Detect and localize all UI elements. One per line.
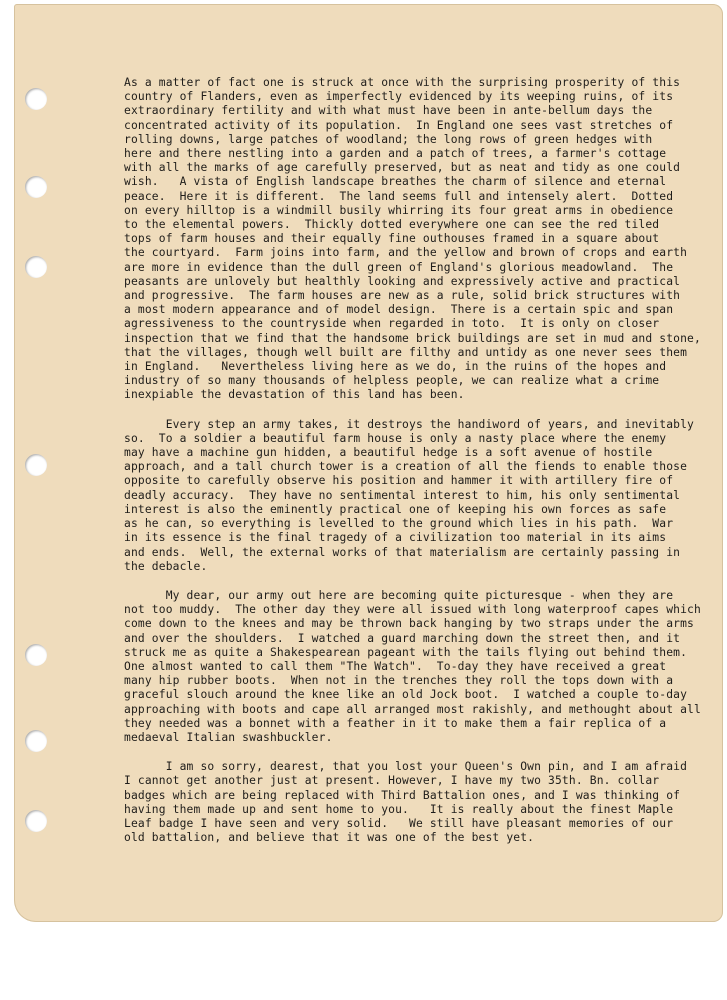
text-line: extraordinary fertility and with what must have been in ante-bellum days the xyxy=(124,104,653,118)
text-line: Leaf badge I have seen and very solid. We still have pleasant memories of our xyxy=(124,816,674,830)
text-line: peace. Here it is different. The land seems full and intensely alert. Dotted xyxy=(124,189,674,203)
text-line: country of Flanders, even as imperfectly evidenced by its weeping ruins, of its xyxy=(124,90,674,104)
text-line: badges which are being replaced with Third Battalion ones, and I was thinking of xyxy=(124,788,681,802)
letter-paragraph xyxy=(124,589,724,745)
text-line: My dear, our army out here are becoming quite picturesque - when they are xyxy=(124,588,674,602)
letter-body xyxy=(124,76,724,845)
text-line: not too muddy. The other day they were all issued with long waterproof capes which xyxy=(124,603,701,617)
text-line: tops of farm houses and their equally fine outhouses framed in a square about xyxy=(124,232,660,246)
text-line: inspection that we find that the handsome brick buildings are set in mud and stone, xyxy=(124,331,701,345)
text-line: I am so sorry, dearest, that you lost your Queen's Own pin, and I am afraid xyxy=(124,760,688,774)
text-line: they needed was a bonnet with a feather in it to make them a fair replica of a xyxy=(124,716,667,730)
text-line: and ends. Well, the external works of that materialism are certainly passing in xyxy=(124,545,681,559)
letter-paragraph xyxy=(124,760,724,845)
text-line: the courtyard. Farm joins into farm, and the yellow and brown of crops and earth xyxy=(124,246,688,260)
binder-hole xyxy=(25,730,47,752)
text-line: may have a machine gun hidden, a beautiful hedge is a soft avenue of hostile xyxy=(124,446,653,460)
text-line: a most modern appearance and of model design. There is a certain spic and span xyxy=(124,303,674,317)
binder-hole xyxy=(25,644,47,666)
text-line: in its essence is the final tragedy of a civilization too material in its aims xyxy=(124,531,667,545)
binder-hole xyxy=(25,88,47,110)
text-line: are more in evidence than the dull green of England's glorious meadowland. The xyxy=(124,260,674,274)
text-line: approaching with boots and cape all arranged most rakishly, and methought about all xyxy=(124,702,701,716)
text-line: many hip rubber boots. When not in the trenches they roll the tops down with a xyxy=(124,674,674,688)
text-line: One almost wanted to call them "The Watch". To-day they have received a great xyxy=(124,659,667,673)
text-line: and over the shoulders. I watched a guard marching down the street then, and it xyxy=(124,631,681,645)
text-line: I cannot get another just at present. However, I have my two 35th. Bn. collar xyxy=(124,774,660,788)
text-line: as he can, so everything is levelled to the ground which lies in his path. War xyxy=(124,517,674,531)
text-line: inexpiable the devastation of this land has been. xyxy=(124,388,465,402)
text-line: interest is also the eminently practical one of keeping his own forces as safe xyxy=(124,502,667,516)
text-line: with all the marks of age carefully preserved, but as neat and tidy as one could xyxy=(124,161,681,175)
text-line: to the elemental powers. Thickly dotted everywhere one can see the red tiled xyxy=(124,218,660,232)
text-line: medaeval Italian swashbuckler. xyxy=(124,730,333,744)
text-line: that the villages, though well built are filthy and untidy as one never sees them xyxy=(124,345,688,359)
text-line: graceful slouch around the knee like an old Jock boot. I watched a couple to-day xyxy=(124,688,688,702)
text-line: having them made up and sent home to you. It is really about the finest Maple xyxy=(124,802,674,816)
text-line: approach, and a tall church tower is a creation of all the fiends to enable those xyxy=(124,460,688,474)
binder-hole xyxy=(25,176,47,198)
binder-hole xyxy=(25,256,47,278)
letter-paragraph xyxy=(124,76,724,403)
text-line: wish. A vista of English landscape breathes the charm of silence and eternal xyxy=(124,175,667,189)
text-line: so. To a soldier a beautiful farm house is only a nasty place where the enemy xyxy=(124,431,667,445)
text-line: struck me as quite a Shakespearean pageant with the tails flying out behind them. xyxy=(124,645,688,659)
text-line: concentrated activity of its population. In England one sees vast stretches of xyxy=(124,118,674,132)
text-line: deadly accuracy. They have no sentimental interest to him, his only sentimental xyxy=(124,488,681,502)
text-line: in England. Nevertheless living here as we do, in the ruins of the hopes and xyxy=(124,360,667,374)
text-line: agressiveness to the countryside when regarded in toto. It is only on closer xyxy=(124,317,660,331)
binder-hole xyxy=(25,454,47,476)
text-line: opposite to carefully observe his position and hammer it with artillery fire of xyxy=(124,474,674,488)
text-line: the debacle. xyxy=(124,559,208,573)
text-line: rolling downs, large patches of woodland; the long rows of green hedges with xyxy=(124,132,653,146)
text-line: old battalion, and believe that it was one of the best yet. xyxy=(124,831,535,845)
binder-hole xyxy=(25,810,47,832)
text-line: come down to the knees and may be thrown back hanging by two straps under the arms xyxy=(124,617,695,631)
text-line: As a matter of fact one is struck at once with the surprising prosperity of this xyxy=(124,76,681,89)
text-line: peasants are unlovely but healthly looking and expressively active and practical xyxy=(124,274,681,288)
letter-paragraph xyxy=(124,418,724,574)
text-line: here and there nestling into a garden and a patch of trees, a farmer's cottage xyxy=(124,147,667,161)
text-line: on every hilltop is a windmill busily whirring its four great arms in obedience xyxy=(124,203,674,217)
text-line: and progressive. The farm houses are new as a rule, solid brick structures with xyxy=(124,289,681,303)
text-line: Every step an army takes, it destroys the handiword of years, and inevitably xyxy=(124,417,695,431)
text-line: industry of so many thousands of helpless people, we can realize what a crime xyxy=(124,374,660,388)
